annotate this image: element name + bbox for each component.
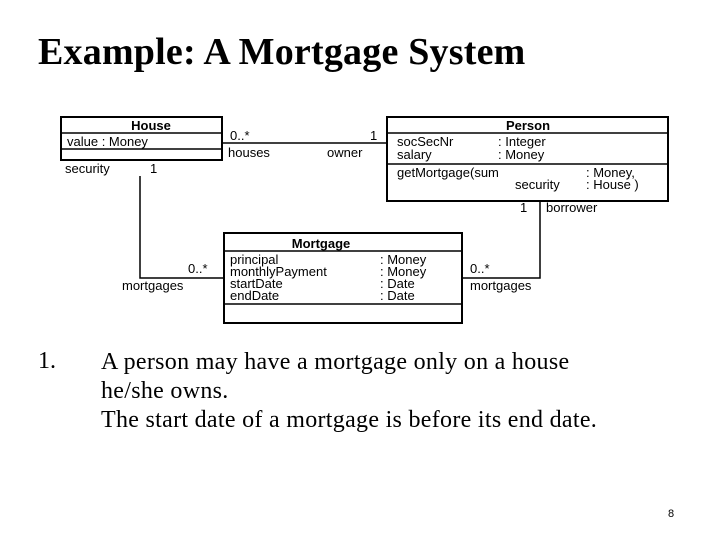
- mortgage-class: [224, 233, 462, 323]
- house-person-house-multiplicity: 0..*: [230, 128, 250, 143]
- person-class-name: Person: [505, 118, 551, 133]
- mortgage-attr-enddate-type: : Date: [380, 288, 415, 303]
- person-attr-salary-name: salary: [397, 147, 432, 162]
- house-class-name: House: [131, 118, 171, 133]
- mortgage-attr-monthlypayment-type: : Money: [380, 264, 427, 279]
- house-person-person-multiplicity: 1: [370, 128, 378, 143]
- house-attr-value: value : Money: [67, 134, 148, 149]
- person-attr-salary-type: : Money: [498, 147, 545, 162]
- house-person-house-role: houses: [228, 145, 270, 160]
- person-op-line2-name: security: [515, 177, 560, 192]
- house-mortgage-mortgage-role: mortgages: [122, 278, 184, 293]
- assoc-house-mortgage-line: [140, 176, 224, 278]
- person-mortgage-person-multiplicity: 1: [520, 200, 528, 215]
- person-mortgage-mortgage-role: mortgages: [470, 278, 532, 293]
- mortgage-attr-principal-name: principal: [230, 252, 279, 267]
- person-op-line2-type: : House ): [586, 177, 639, 192]
- house-mortgage-house-multiplicity: 1: [150, 161, 158, 176]
- constraint-line-3: The start date of a mortgage is before its end date.: [101, 407, 598, 433]
- person-mortgage-person-role: borrower: [546, 200, 598, 215]
- mortgage-attr-principal-type: : Money: [380, 252, 427, 267]
- mortgage-attr-startdate-name: startDate: [230, 276, 283, 291]
- mortgage-attr-monthlypayment-name: monthlyPayment: [230, 264, 327, 279]
- house-class: [61, 117, 222, 160]
- house-person-person-role: owner: [327, 145, 363, 160]
- mortgage-attr-startdate-type: : Date: [380, 276, 415, 291]
- person-op-line1-type: : Money,: [586, 165, 635, 180]
- page-number: 8: [668, 508, 675, 520]
- house-mortgage-house-role: security: [65, 161, 110, 176]
- constraint-line-1: A person may have a mortgage only on a house: [101, 349, 570, 375]
- constraint-text: [101, 348, 701, 435]
- person-op-line1-name: getMortgage(sum: [397, 165, 499, 180]
- constraint-line-2: he/she owns.: [101, 378, 229, 404]
- slide-title: Example: A Mortgage System: [38, 31, 526, 73]
- person-mortgage-mortgage-multiplicity: 0..*: [470, 261, 490, 276]
- mortgage-attr-enddate-name: endDate: [230, 288, 280, 303]
- person-attr-socsecnr-name: socSecNr: [397, 134, 454, 149]
- constraint-number: 1.: [38, 348, 56, 374]
- person-attr-socsecnr-type: : Integer: [498, 134, 546, 149]
- person-class: [387, 117, 668, 201]
- mortgage-class-name: Mortgage: [291, 236, 351, 251]
- house-mortgage-mortgage-multiplicity: 0..*: [188, 261, 208, 276]
